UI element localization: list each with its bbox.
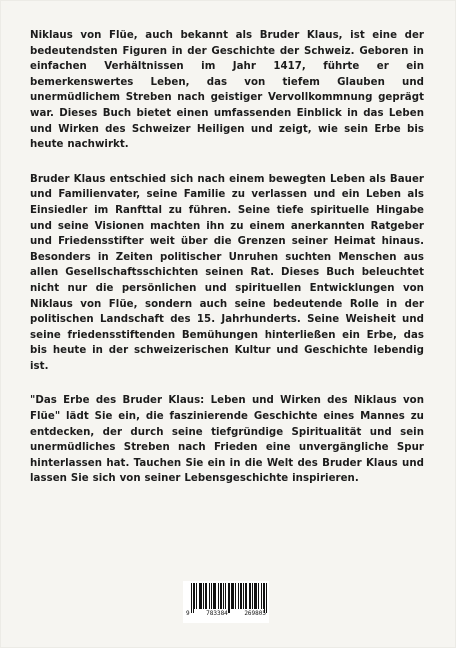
barcode-bar bbox=[263, 583, 264, 609]
barcode-bar bbox=[206, 583, 207, 609]
barcode-bar bbox=[266, 583, 267, 613]
barcode-bar bbox=[252, 583, 253, 609]
barcode-bar bbox=[235, 583, 236, 609]
barcode-bar bbox=[194, 583, 195, 609]
barcode-bar bbox=[196, 583, 197, 609]
barcode-bar bbox=[211, 583, 212, 609]
barcode-bar bbox=[254, 583, 255, 609]
barcode-bar bbox=[238, 583, 239, 609]
blurb-paragraph-1: Niklaus von Flüe, auch bekannt als Bruder Klaus, ist eine der bedeutendsten Figuren in der Geschichte der Schweiz. Geboren in einfachen Verhältnissen im Jahr 1417, führte er ein bemerkenswertes Leben, das von tiefem Glauben und unermüdlichem Streben nach geistiger Vervollkommnung geprägt war. Dieses Buch bietet einen umfassenden Einblick in das Leben und Wirken des Schweizer Heiligen und zeigt, wie sein Erbe bis heute nachwirkt. bbox=[30, 30, 424, 151]
barcode-bar bbox=[193, 583, 194, 613]
barcode-bar bbox=[245, 583, 246, 609]
barcode-bar bbox=[232, 583, 233, 609]
blurb-paragraph-3: "Das Erbe des Bruder Klaus: Leben und Wirken des Niklaus von Flüe" lädt Sie ein, die faszinierende Geschichte eines Mannes zu entdecken, der durch seine tiefgründige Spiritualität und sein unermüdliches Streben nach Frieden eine unvergängliche Spur hinterlassen hat. Tauchen Sie ein in die Welt des Bruder Klaus und lassen Sie sich von seiner Lebensgeschichte inspirieren. bbox=[30, 395, 424, 485]
barcode-digit-first: 9 bbox=[186, 610, 190, 617]
barcode-bar bbox=[215, 583, 216, 609]
barcode-bar bbox=[220, 583, 221, 609]
barcode-bar bbox=[221, 583, 222, 609]
barcode-bar bbox=[250, 583, 251, 609]
barcode-bar bbox=[209, 583, 210, 609]
barcode-bar bbox=[256, 583, 257, 609]
barcode-bar bbox=[201, 583, 202, 609]
barcode-bar bbox=[199, 583, 200, 609]
barcode-digit-group-2: 269805 bbox=[244, 610, 266, 617]
barcode-bar bbox=[225, 583, 226, 609]
barcode-bar bbox=[231, 583, 232, 609]
barcode-bar bbox=[241, 583, 242, 609]
barcode-bar bbox=[261, 583, 262, 609]
barcode-bar bbox=[228, 583, 229, 613]
barcode-bar bbox=[243, 583, 244, 609]
barcode-bar bbox=[213, 583, 214, 609]
barcode-bar bbox=[200, 583, 201, 609]
barcode-digits bbox=[183, 610, 269, 617]
barcode-bar bbox=[258, 583, 259, 609]
barcode-bar bbox=[229, 583, 230, 613]
barcode-bar bbox=[214, 583, 215, 609]
barcode-bar bbox=[203, 583, 204, 609]
barcode-bar bbox=[240, 583, 241, 609]
barcode-bar bbox=[191, 583, 192, 613]
blurb bbox=[30, 28, 424, 506]
barcode-bar bbox=[233, 583, 234, 609]
barcode-bar bbox=[218, 583, 219, 609]
blurb-paragraph-2: Bruder Klaus entschied sich nach einem bewegten Leben als Bauer und Familienvater, seine Familie zu verlassen und ein Leben als Einsiedler im Ranfttal zu führen. Seine tiefe spirituelle Hingabe und seine Visionen machten ihn zu einem anerkannten Ratgeber und Friedensstifter weit über die Grenzen seiner Heimat hinaus. Besonders in Zeiten politischer Unruhen suchten Menschen aus allen Gesellschaftsschichten seinen Rat. Dieses Buch beleuchtet nicht nur die persönlichen und spirituellen Entwicklungen von Niklaus von Flüe, sondern auch seine bedeutende Rolle in der politischen Landschaft des 15. Jahrhunderts. Seine Weisheit und seine friedensstiftenden Bemühungen hinterließen ein Erbe, das bis heute in der schweizerischen Kultur und Geschichte lebendig ist. bbox=[30, 173, 424, 372]
barcode-bar bbox=[255, 583, 256, 609]
isbn-barcode bbox=[183, 581, 269, 623]
barcode-bar bbox=[223, 583, 224, 609]
barcode-digit-group-1: 783384 bbox=[206, 610, 228, 617]
barcode-bar bbox=[264, 583, 265, 613]
barcode-bar bbox=[246, 583, 247, 609]
barcode-bar bbox=[205, 583, 206, 609]
barcode-bar bbox=[249, 583, 250, 609]
